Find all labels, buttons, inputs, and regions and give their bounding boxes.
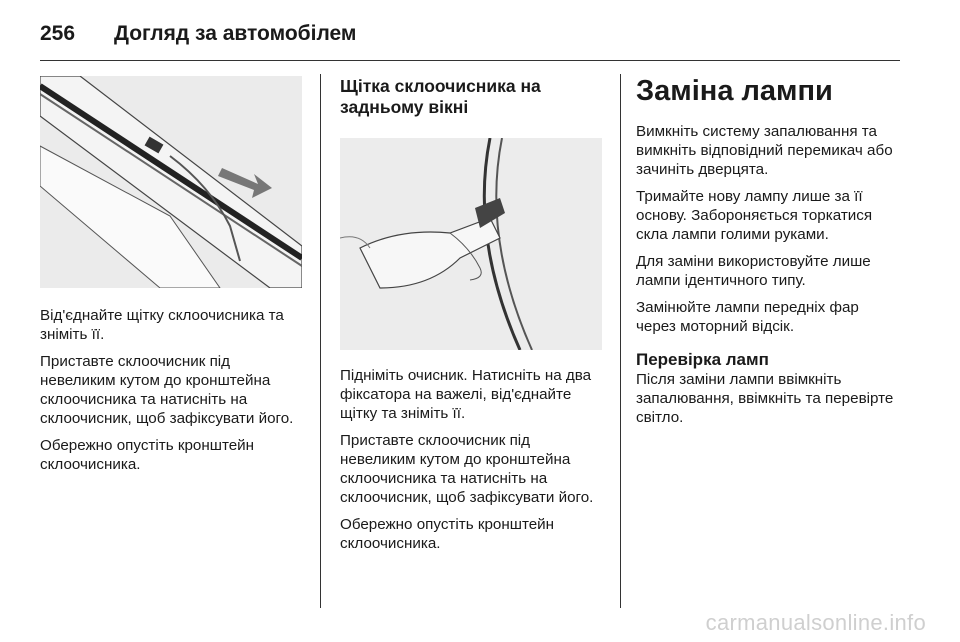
col2-paragraph: Обережно опустіть кронштейн склоочисника. (340, 516, 555, 552)
section-heading-bulb-replacement: Заміна лампи (636, 75, 833, 107)
page-number: 256 (40, 22, 76, 45)
column-1 (40, 76, 304, 482)
col3-paragraph: Після заміни лампи ввімкніть запалювання, ввімкніть та перевірте світло. (636, 371, 894, 426)
column-divider (620, 74, 621, 608)
page-title: Догляд за автомобілем (114, 22, 357, 45)
col2-paragraph: Підніміть очисник. Натисніть на два фіксатора на важелі, від'єднайте щітку та зніміть її. (340, 367, 592, 422)
header-divider (40, 60, 900, 61)
section-heading-rear-wiper: Щітка склоочисника на задньому вікні (340, 76, 541, 117)
wiper-blade-illustration (40, 76, 302, 288)
col1-paragraph: Обережно опустіть кронштейн склоочисника. (40, 437, 255, 473)
watermark: carmanualsonline.info (705, 610, 926, 635)
col3-paragraph: Вимкніть систему запалювання та вимкніть відповідний перемикач або зачиніть дверцята. (636, 123, 893, 178)
col2-paragraph: Приставте склоочисник під невеликим кутом до кронштейна склоочисника та натисніть на склоочисник, щоб зафіксувати його. (340, 432, 594, 506)
col3-paragraph: Замінюйте лампи передніх фар через моторний відсік. (636, 299, 859, 335)
column-2 (340, 76, 606, 561)
section-heading-bulb-check: Перевірка ламп (636, 350, 769, 369)
rear-wiper-illustration (340, 138, 602, 350)
col1-paragraph: Від'єднайте щітку склоочисника та зніміть її. (40, 307, 284, 343)
column-divider (320, 74, 321, 608)
col3-paragraph: Для заміни використовуйте лише лампи ідентичного типу. (636, 253, 871, 289)
col1-paragraph: Приставте склоочисник під невеликим кутом до кронштейна склоочисника та натисніть на склоочисник, щоб зафіксувати його. (40, 353, 294, 427)
column-3 (636, 74, 902, 435)
col3-paragraph: Тримайте нову лампу лише за її основу. Забороняється торкатися скла лампи голими руками. (636, 188, 873, 243)
